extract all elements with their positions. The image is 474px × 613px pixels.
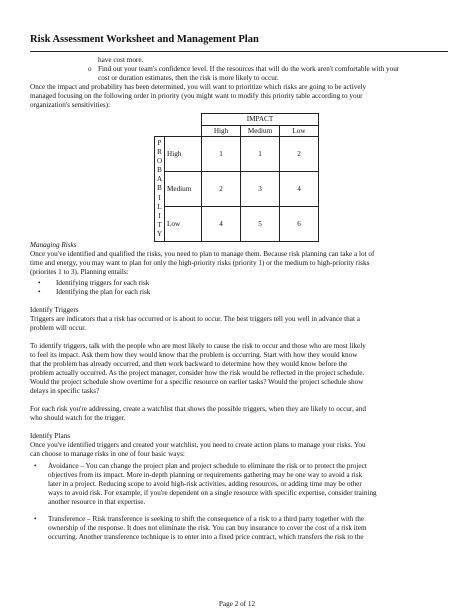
- triggers-paragraph: [30, 405, 450, 423]
- paragraph-line: problem actually occurred. As the project manager, consider how the risk would be reflected in the project schedule.: [30, 369, 365, 377]
- triggers-paragraph: [30, 342, 450, 396]
- identify-triggers-heading: Identify Triggers: [30, 306, 79, 314]
- page-content: [30, 56, 450, 542]
- priority-cell: 6: [280, 207, 319, 242]
- bullet-icon: •: [34, 462, 37, 470]
- priority-cell: 1: [202, 137, 241, 172]
- intro-line: have cost more.: [98, 56, 144, 64]
- bullet-icon: •: [34, 515, 37, 523]
- paragraph-line: Once you've identified and qualified the risks, you need to plan to manage them. Because risk planning can take a lot of: [30, 250, 375, 258]
- paragraph-line: organization's sensitivities):: [30, 101, 111, 109]
- paragraph-line: Avoidance – You can change the project plan and project schedule to eliminate the risk or to protect the project: [48, 462, 367, 470]
- paragraph-line: To identify triggers, talk with the people who are most likely to cause the risk to occur and those who are most likely: [30, 342, 366, 350]
- intro-sub-bullet: [30, 65, 450, 83]
- impact-col-header: High: [202, 126, 241, 137]
- planning-bullet-list: [30, 279, 450, 297]
- impact-col-header: Low: [280, 126, 319, 137]
- paragraph-line: Transference – Risk transference is seeking to shift the consequence of a risk to a third party together with the: [48, 515, 365, 523]
- impact-header: IMPACT: [202, 114, 319, 126]
- priority-cell: 4: [280, 172, 319, 207]
- paragraph-line: who should watch for the trigger.: [30, 414, 126, 422]
- paragraph-line: Once the impact and probability has been determined, you will want to prioritize which risks are going to be actively: [30, 83, 367, 91]
- probability-row-label: High: [165, 137, 202, 172]
- probability-letter: Y: [156, 229, 163, 238]
- probability-letter: B: [157, 184, 162, 193]
- priority-cell: 2: [280, 137, 319, 172]
- paragraph-line: managed focusing on the following order in priority (you might want to modify this priority table according to your: [30, 92, 363, 100]
- paragraph-line: Once you've identified triggers and created your watchlist, you need to create action plans to manage your risks. You: [30, 441, 366, 449]
- paragraph-line: time and energy, you may want to plan for only the high-priority risks (priority 1) or the medium to high-priority risks: [30, 259, 370, 267]
- paragraph-line: that the problem has already occurred, and then work backward to determine how they would know before the: [30, 360, 348, 368]
- identify-plans-heading: Identify Plans: [30, 432, 71, 440]
- impact-col-header: Medium: [241, 126, 280, 137]
- probability-row-label: Low: [165, 207, 202, 242]
- paragraph-line: Triggers are indicators that a risk has occurred or is about to occur. The best triggers tell you well in advance that a: [30, 315, 360, 323]
- header-rule: [30, 51, 448, 52]
- probability-letter: L: [157, 202, 162, 211]
- probability-letter: P: [157, 138, 162, 147]
- page-number: Page 2 of 12: [218, 600, 256, 608]
- paragraph-line: later in a project. Reducing scope to avoid high-risk activities, adding resources, or adding time may be other: [48, 480, 362, 488]
- priority-cell: 5: [241, 207, 280, 242]
- bullet-icon: •: [38, 288, 41, 296]
- paragraph-line: delays in specific tasks?: [30, 387, 100, 395]
- intro-bullet-line: Find out your team's confidence level. If the resources that will do the work aren't comfortable with your: [98, 65, 400, 73]
- paragraph-line: Would the project schedule show overtime for a specific resource on earlier tasks? Would the project schedule show: [30, 378, 364, 386]
- paragraph-line: problem will occur.: [30, 324, 87, 332]
- probability-row-label: Medium: [165, 172, 202, 207]
- paragraph-line: can choose to manage risks in one of four basic ways:: [30, 450, 185, 458]
- probability-letter: I: [158, 193, 161, 202]
- priority-cell: 4: [202, 207, 241, 242]
- priority-table: [154, 113, 319, 242]
- managing-risks-heading: Managing Risks: [30, 241, 77, 249]
- paragraph-line: ways to avoid risk. For example, if you're dependent on a single resource with specific expertise, consider training: [48, 489, 377, 497]
- paragraph-line: to feel its impact. Ask them how they would know that the problem is occurring. Start with how they would know: [30, 351, 358, 359]
- priority-cell: 1: [241, 137, 280, 172]
- list-item-text: Identifying the plan for each risk: [56, 288, 151, 296]
- document-title: Risk Assessment Worksheet and Management Plan: [30, 34, 259, 45]
- probability-letter: A: [156, 175, 163, 184]
- list-item-text: Identifying triggers for each risk: [56, 279, 150, 287]
- triggers-paragraph: [30, 315, 450, 333]
- list-item-avoidance: [30, 462, 450, 507]
- list-item-transference: [30, 515, 450, 542]
- paragraph-line: For each risk you're addressing, create a watchlist that shows the possible triggers, when they are likely to occur, and: [30, 405, 366, 413]
- list-item: [30, 288, 450, 297]
- intro-bullet-line: cost or duration estimates, then the risk is more likely to occur.: [98, 74, 279, 82]
- intro-paragraph: [30, 83, 450, 110]
- paragraph-line: (priorites 1 to 3). Planning entails:: [30, 268, 129, 276]
- priority-cell: 2: [202, 172, 241, 207]
- probability-letter: O: [156, 157, 163, 166]
- priority-matrix: [30, 113, 450, 238]
- list-item: [30, 279, 450, 288]
- priority-cell: 3: [241, 172, 280, 207]
- paragraph-line: objectives from its impact. More in-depth planning or requirements gathering may be one way to avoid a risk: [48, 471, 363, 479]
- probability-letter: I: [158, 211, 161, 220]
- probability-letter: R: [157, 148, 162, 157]
- managing-paragraph: [30, 250, 450, 277]
- paragraph-line: another resource in that expertise.: [48, 498, 146, 506]
- probability-label: [155, 137, 165, 242]
- plans-paragraph: [30, 441, 450, 459]
- probability-letter: B: [157, 166, 162, 175]
- paragraph-line: occurring. Another transference technique is to enter into a fixed price contract, which transfers the risk to the: [48, 533, 364, 541]
- probability-letter: T: [157, 220, 162, 229]
- sub-bullet-marker: o: [88, 65, 92, 73]
- paragraph-line: ownership of the response. It does not eliminate the risk. You can buy insurance to cover the cost of a risk item: [48, 524, 367, 532]
- bullet-icon: •: [38, 279, 41, 287]
